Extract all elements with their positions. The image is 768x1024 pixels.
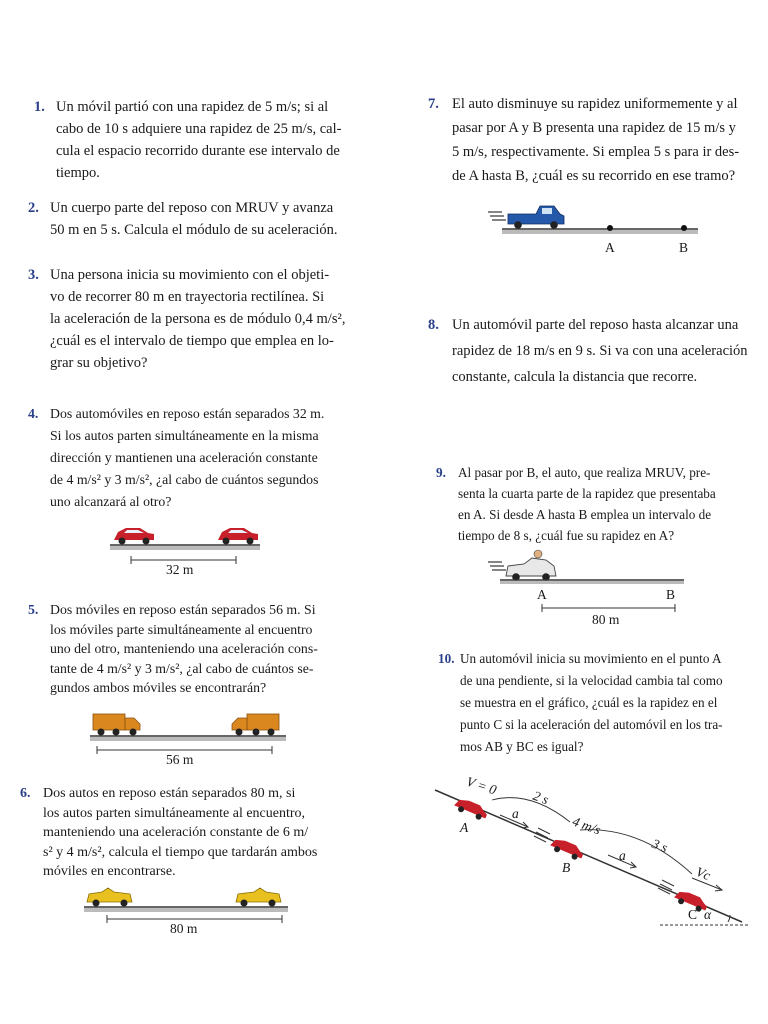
problem-text-line: se muestra en el gráfico, ¿cuál es la rapidez en el <box>460 695 718 710</box>
problem-text-line: en A. Si desde A hasta B emplea un intervalo de <box>458 507 712 522</box>
point-a-marker <box>607 225 613 231</box>
problem-text-line: 50 m en 5 s. Calcula el módulo de su aceleración. <box>50 222 338 238</box>
label-point-b: B <box>562 860 571 875</box>
problem-text-line: Dos automóviles en reposo están separados 32 m. <box>50 406 325 421</box>
label-vc: Vc <box>693 863 713 884</box>
point-label-a: A <box>537 587 547 602</box>
problem-text-line: Dos móviles en reposo están separados 56 m. Si <box>50 602 316 617</box>
label-t2: 3 s <box>650 835 670 856</box>
problem-number: 9. <box>436 465 446 480</box>
problem-text-line: Dos autos en reposo están separados 80 m, si <box>43 786 296 801</box>
problem-text-line: rapidez de 18 m/s en 9 s. Si va con una aceleración <box>452 343 748 359</box>
problem-text-line: de una pendiente, si la velocidad cambia tal como <box>460 673 723 688</box>
problem-number: 6. <box>20 786 31 801</box>
label-point-c: C <box>688 907 698 922</box>
problem-number: 1. <box>34 99 45 115</box>
figure-5-two-trucks <box>90 708 290 748</box>
red-car-icon <box>114 528 154 545</box>
label-t1: 2 s <box>531 787 551 808</box>
problem-9 <box>436 462 756 546</box>
problem-text-line: la aceleración de la persona es de módulo 0,4 m/s², <box>50 311 346 327</box>
problem-text-line: s² y 4 m/s², calcula el tiempo que tardarán ambos <box>43 844 318 860</box>
problem-text-line: pasar por A y B presenta una rapidez de 15 m/s y <box>452 120 736 136</box>
red-car-icon <box>549 836 586 862</box>
problem-10 <box>438 648 758 758</box>
problem-text-line: grar su objetivo? <box>50 355 148 371</box>
acceleration-arrows <box>500 815 722 891</box>
problem-text-line: cabo de 10 s adquiere una rapidez de 25 m/s, cal- <box>56 121 342 137</box>
figure-10-incline <box>430 770 750 930</box>
problem-number: 8. <box>428 317 439 333</box>
point-label-b: B <box>666 587 676 602</box>
problem-text-line: tante de 4 m/s² y 3 m/s², ¿al cabo de cuántos se- <box>50 660 314 676</box>
problem-text-line: de 4 m/s² y 3 m/s², ¿al cabo de cuántos segundos <box>50 472 319 487</box>
label-v0: V = 0 <box>464 773 499 798</box>
label-a1: a <box>512 806 519 821</box>
problem-text-line: Un móvil partió con una rapidez de 5 m/s; si al <box>56 99 329 115</box>
problem-number: 7. <box>428 96 439 112</box>
truck-icon <box>93 714 140 736</box>
problem-5 <box>28 600 373 698</box>
point-label-a: A <box>605 240 615 255</box>
speed-lines <box>488 562 506 570</box>
problem-text-line: uno del otro, manteniendo una aceleración cons- <box>50 641 318 656</box>
problem-8 <box>428 312 763 390</box>
distance-label: 56 m <box>166 752 194 767</box>
problem-text-line: Un automóvil parte del reposo hasta alcanzar una <box>452 317 739 333</box>
point-b-marker <box>681 225 687 231</box>
distance-label: 80 m <box>170 921 198 936</box>
distance-label: 80 m <box>592 612 620 627</box>
label-a2: a <box>619 848 626 863</box>
problem-text-line: Un automóvil inicia su movimiento en el punto A <box>460 651 722 666</box>
problem-number: 5. <box>28 602 39 617</box>
problem-text-line: senta la cuarta parte de la rapidez que presentaba <box>458 486 716 501</box>
problem-text-line: mos AB y BC es igual? <box>460 739 584 754</box>
point-label-b: B <box>679 240 689 255</box>
figure-4-two-cars <box>110 518 270 558</box>
problem-text-line: 5 m/s, respectivamente. Si emplea 5 s para ir des- <box>452 144 740 160</box>
figure-7-blue-truck <box>488 200 703 240</box>
problem-text-line: de A hasta B, ¿cuál es su recorrido en ese tramo? <box>452 168 736 184</box>
problem-4 <box>28 403 373 513</box>
problem-2 <box>28 197 373 241</box>
problem-1 <box>34 96 374 184</box>
problem-6 <box>20 784 375 882</box>
problem-text-line: Si los autos parten simultáneamente en la misma <box>50 428 319 443</box>
label-angle: α <box>704 907 712 922</box>
yellow-convertible-icon <box>87 888 132 907</box>
problem-text-line: tiempo de 8 s, ¿cuál fue su rapidez en A? <box>458 528 675 543</box>
problem-text-line: móviles en encontrarse. <box>43 864 176 879</box>
label-v-mid: 4 m/s <box>570 813 603 838</box>
problem-7 <box>428 92 758 188</box>
problem-number: 2. <box>28 200 39 216</box>
yellow-convertible-icon <box>236 888 281 907</box>
problem-text-line: Una persona inicia su movimiento con el objeti- <box>50 267 330 283</box>
problem-text-line: los autos parten simultáneamente al encuentro, <box>43 805 306 821</box>
speed-lines <box>488 212 506 220</box>
problem-text-line: ¿cuál es el intervalo de tiempo que emplea en lo- <box>50 333 334 349</box>
problem-text-line: vo de recorrer 80 m en trayectoria rectilínea. Si <box>50 289 325 305</box>
problem-text-line: gundos ambos móviles se encontrarán? <box>50 680 267 695</box>
car-with-driver-icon <box>506 550 556 581</box>
problem-text-line: El auto disminuye su rapidez uniformemente y al <box>452 96 738 112</box>
blue-pickup-icon <box>508 206 564 229</box>
problem-text-line: cula el espacio recorrido durante ese intervalo de <box>56 143 340 159</box>
problem-text-line: constante, calcula la distancia que recorre. <box>452 369 698 385</box>
problem-text-line: Al pasar por B, el auto, que realiza MRUV, pre- <box>458 465 711 480</box>
label-point-a: A <box>460 820 469 835</box>
distance-label: 32 m <box>166 562 194 577</box>
problem-text-line: tiempo. <box>56 165 100 181</box>
red-car-icon <box>218 528 258 545</box>
problem-text-line: manteniendo una aceleración constante de 6 m/ <box>43 825 309 840</box>
problem-3 <box>28 264 373 374</box>
problem-number: 3. <box>28 267 39 283</box>
truck-icon <box>232 714 279 736</box>
problem-text-line: uno alcanzará al otro? <box>50 494 172 509</box>
problem-text-line: los móviles parte simultáneamente al encuentro <box>50 621 313 637</box>
problem-number: 4. <box>28 406 39 421</box>
problem-number: 10. <box>438 651 455 666</box>
figure-9-car-driver <box>488 548 688 588</box>
problem-text-line: dirección y mantienen una aceleración constante <box>50 450 318 465</box>
problem-text-line: punto C si la aceleración del automóvil en los tra- <box>460 717 723 732</box>
problem-text-line: Un cuerpo parte del reposo con MRUV y avanza <box>50 200 334 216</box>
